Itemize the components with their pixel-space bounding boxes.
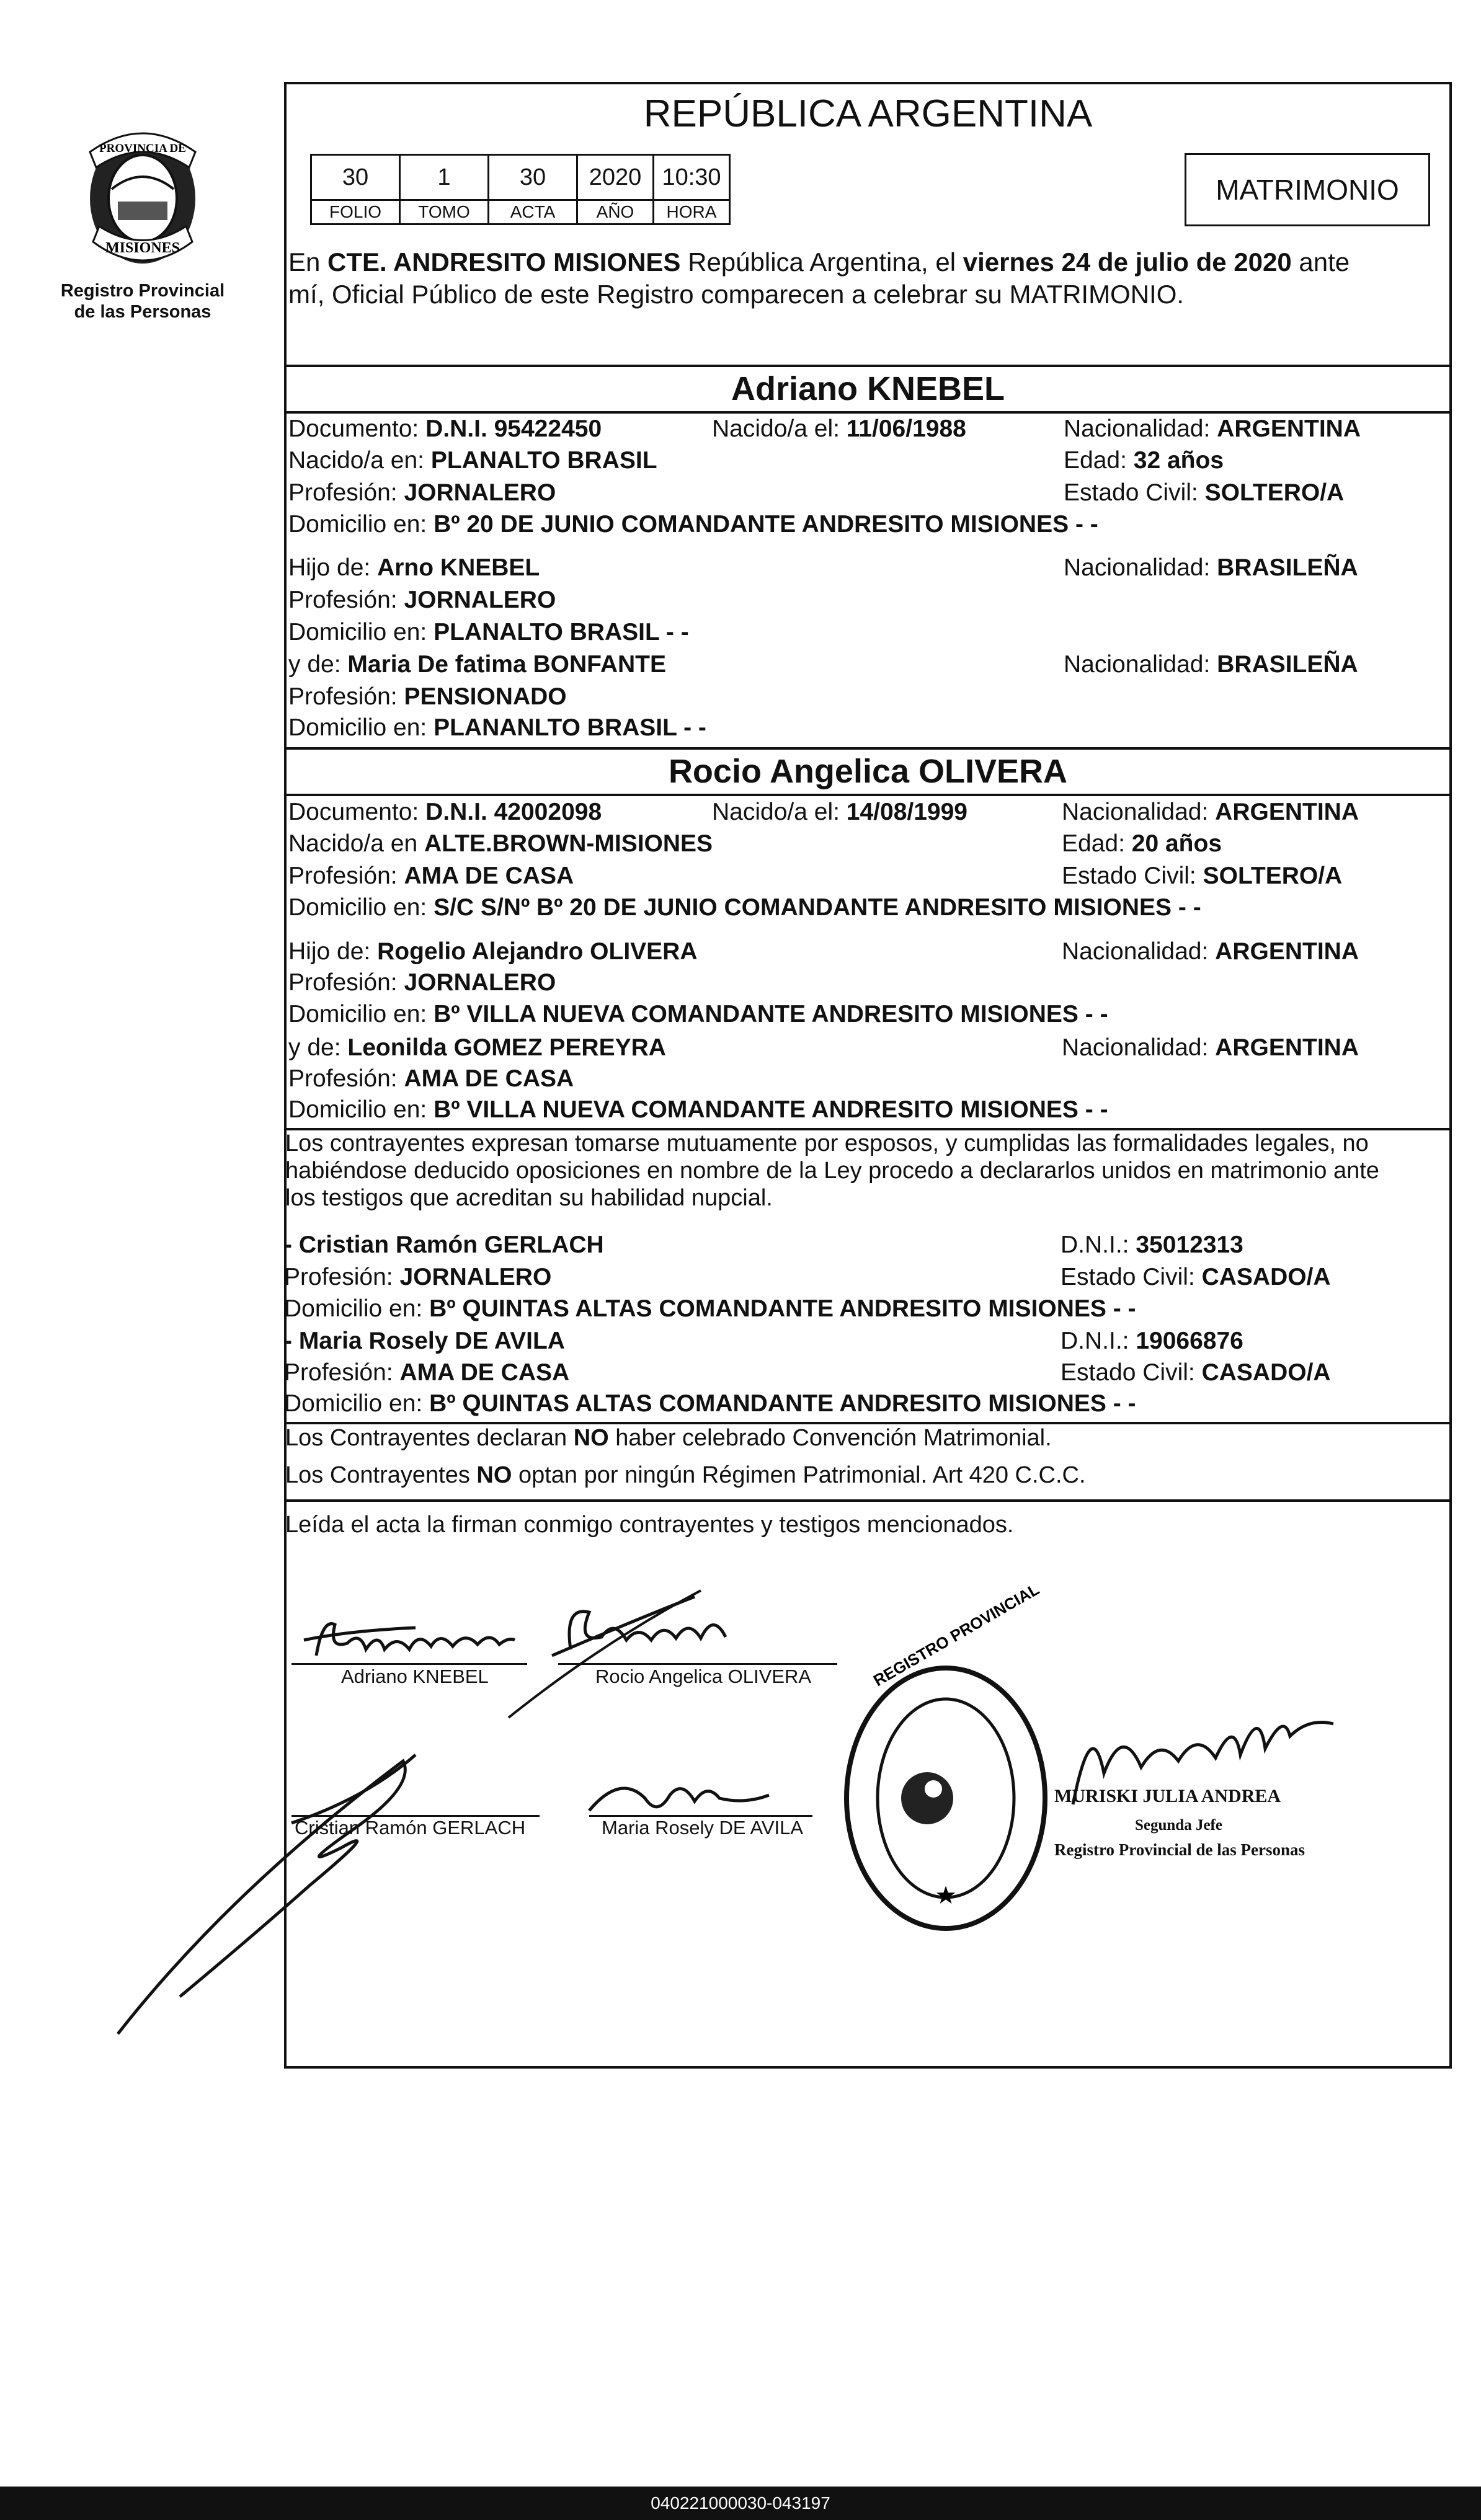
signature-label-1: Adriano KNEBEL [341, 1666, 489, 1687]
c2-mother-dom: Domicilio en: Bº VILLA NUEVA COMANDANTE ANDRESITO MISIONES - - [288, 1096, 1108, 1123]
c2-age: Edad: 20 años [1062, 830, 1222, 857]
c1-father-prof: Profesión: JORNALERO [288, 587, 556, 613]
c2-doc: Documento: D.N.I. 42002098 [288, 799, 602, 825]
c2-place: Nacido/a en ALTE.BROWN-MISIONES [288, 830, 713, 857]
witness-2-prof: Profesión: AMA DE CASA [284, 1359, 570, 1386]
c2-mother-prof: Profesión: AMA DE CASA [288, 1065, 574, 1092]
c2-father: Hijo de: Rogelio Alejandro OLIVERA [288, 938, 698, 965]
misiones-coat-of-arms-logo [74, 115, 211, 276]
c1-nat: Nacionalidad: ARGENTINA [1064, 415, 1361, 442]
c2-father-dom: Domicilio en: Bº VILLA NUEVA COMANDANTE ANDRESITO MISIONES - - [288, 1001, 1108, 1027]
c1-place: Nacido/a en: PLANALTO BRASIL [288, 447, 657, 474]
c1-father-nat: Nacionalidad: BRASILEÑA [1064, 554, 1358, 581]
contrayente-2-name: Rocio Angelica OLIVERA [668, 753, 1068, 790]
signature-label-2: Rocio Angelica OLIVERA [595, 1666, 812, 1687]
official-name: MURISKI JULIA ANDREA [1054, 1786, 1281, 1806]
c1-father-dom: Domicilio en: PLANALTO BRASIL - - [288, 619, 689, 646]
signature-label-3: Cristian Ramón GERLACH [295, 1817, 526, 1839]
acta-value: 30 [489, 155, 577, 200]
c1-civil: Estado Civil: SOLTERO/A [1064, 479, 1345, 506]
official-office: Registro Provincial de las Personas [1054, 1840, 1305, 1859]
c1-doc: Documento: D.N.I. 95422450 [288, 415, 602, 442]
folio-label: FOLIO [311, 200, 400, 224]
intro-line-2: mí, Oficial Público de este Registro comparecen a celebrar su MATRIMONIO. [288, 280, 1185, 309]
c2-civil: Estado Civil: SOLTERO/A [1062, 863, 1343, 889]
c1-dom: Domicilio en: Bº 20 DE JUNIO COMANDANTE ANDRESITO MISIONES - - [288, 511, 1098, 538]
c2-father-prof: Profesión: JORNALERO [288, 969, 556, 996]
divider [284, 411, 1452, 414]
page-title: REPÚBLICA ARGENTINA [643, 92, 1093, 135]
c2-prof: Profesión: AMA DE CASA [288, 863, 574, 889]
declaration-line-2: habiéndose deducido oposiciones en nombre de la Ley procedo a declararlos unidos en matrimonio ante [285, 1158, 1379, 1184]
hora-value: 10:30 [654, 155, 730, 200]
long-signature-stroke [509, 1587, 707, 1718]
handwritten-signature-adriano [291, 1606, 527, 1668]
witness-1-prof: Profesión: JORNALERO [284, 1264, 552, 1290]
folio-value: 30 [311, 155, 400, 200]
c1-mother: y de: Maria De fatima BONFANTE [288, 651, 666, 678]
signature-label-4: Maria Rosely DE AVILA [602, 1817, 804, 1839]
witness-1-dom: Domicilio en: Bº QUINTAS ALTAS COMANDANTE ANDRESITO MISIONES - - [284, 1295, 1136, 1322]
c1-mother-prof: Profesión: PENSIONADO [288, 683, 567, 710]
c1-father: Hijo de: Arno KNEBEL [288, 554, 540, 581]
convention-line-2: Los Contrayentes NO optan por ningún Régimen Patrimonial. Art 420 C.C.C. [285, 1462, 1086, 1488]
divider [284, 794, 1452, 796]
svg-text:PROVINCIA DE: PROVINCIA DE [99, 142, 186, 155]
witness-2-name: - Maria Rosely DE AVILA [284, 1328, 565, 1354]
closing-statement: Leída el acta la firman conmigo contrayentes y testigos mencionados. [285, 1512, 1014, 1538]
c2-mother: y de: Leonilda GOMEZ PEREYRA [288, 1034, 666, 1061]
witness-2-civil: Estado Civil: CASADO/A [1061, 1359, 1331, 1386]
svg-text:MISIONES: MISIONES [105, 240, 180, 256]
c1-mother-nat: Nacionalidad: BRASILEÑA [1064, 651, 1358, 678]
registry-seal [840, 1579, 1051, 1935]
witness-1-dni: D.N.I.: 35012313 [1061, 1231, 1243, 1258]
c2-nat: Nacionalidad: ARGENTINA [1062, 799, 1359, 825]
contrayente-1-name: Adriano KNEBEL [731, 370, 1005, 407]
registry-caption: Registro Provincial de las Personas [60, 281, 225, 322]
svg-text:★: ★ [935, 1881, 957, 1910]
witness-1-name: - Cristian Ramón GERLACH [284, 1231, 604, 1258]
divider [284, 365, 1452, 367]
c2-dom: Domicilio en: S/C S/Nº Bº 20 DE JUNIO COMANDANTE ANDRESITO MISIONES - - [288, 894, 1201, 921]
declaration-line-3: los testigos que acreditan su habilidad nupcial. [285, 1185, 773, 1211]
c1-born: Nacido/a el: 11/06/1988 [712, 415, 966, 442]
tomo-label: TOMO [400, 200, 489, 224]
handwritten-signature-maria [583, 1761, 781, 1823]
divider [284, 747, 1452, 750]
c1-mother-dom: Domicilio en: PLANANLTO BRASIL - - [288, 714, 706, 741]
witness-1-civil: Estado Civil: CASADO/A [1061, 1264, 1331, 1290]
c2-father-nat: Nacionalidad: ARGENTINA [1062, 938, 1359, 965]
witness-2-dni: D.N.I.: 19066876 [1061, 1328, 1243, 1354]
c1-age: Edad: 32 años [1064, 447, 1224, 474]
witness-2-dom: Domicilio en: Bº QUINTAS ALTAS COMANDANTE ANDRESITO MISIONES - - [284, 1390, 1136, 1417]
hora-label: HORA [654, 200, 730, 224]
acta-label: ACTA [489, 200, 577, 224]
ano-label: AÑO [577, 200, 654, 224]
handwritten-signature-cristian [105, 1736, 428, 2046]
declaration-line-1: Los contrayentes expresan tomarse mutuamente por esposos, y cumplidas las formalidades legales, no [285, 1130, 1369, 1156]
folio-table [310, 154, 731, 225]
convention-line-1: Los Contrayentes declaran NO haber celebrado Convención Matrimonial. [285, 1425, 1052, 1451]
tomo-value: 1 [400, 155, 489, 200]
c2-mother-nat: Nacionalidad: ARGENTINA [1062, 1034, 1359, 1061]
official-role: Segunda Jefe [1135, 1817, 1222, 1834]
document-code-footer: 040221000030-043197 [0, 2487, 1481, 2520]
c1-prof: Profesión: JORNALERO [288, 479, 556, 506]
ano-value: 2020 [577, 155, 654, 200]
svg-text:REGISTRO PROVINCIAL: REGISTRO PROVINCIAL [870, 1579, 1043, 1690]
document-type-box: MATRIMONIO [1185, 153, 1430, 226]
intro-line-1: En CTE. ANDRESITO MISIONES República Argentina, el viernes 24 de julio de 2020 ante [288, 247, 1350, 277]
c2-born: Nacido/a el: 14/08/1999 [712, 799, 967, 825]
divider [284, 1499, 1452, 1502]
